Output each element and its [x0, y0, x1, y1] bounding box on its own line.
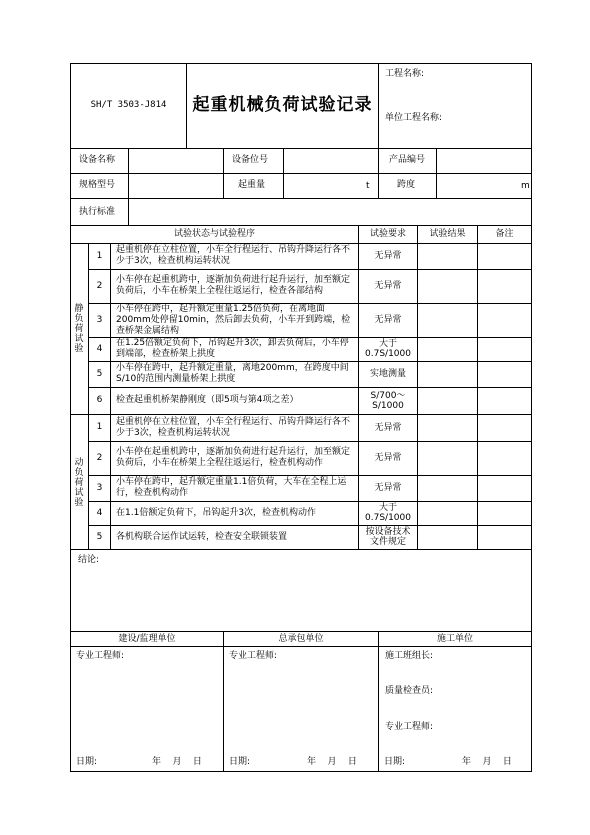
divider — [70, 549, 532, 550]
static-row-requirement: S/700～ S/1000 — [370, 390, 406, 411]
static-load-test-group-label: 静负荷试验 — [74, 304, 84, 354]
dynamic-row-procedure: 小车停在跨中，起升额定重量1.1倍负荷，大车在全程上运行，检查机构动作 — [116, 477, 347, 498]
result-column-header: 试验结果 — [429, 229, 466, 239]
divider — [70, 646, 532, 647]
static-row-result-field[interactable] — [418, 362, 477, 387]
equipment-name-field[interactable] — [129, 149, 223, 173]
border-top — [70, 63, 532, 64]
general-contractor-header: 总承包单位 — [278, 634, 324, 644]
static-row-requirement: 大于 0.7S/1000 — [365, 339, 411, 359]
divider — [70, 225, 532, 226]
procedure-column-header: 试验状态与试验程序 — [173, 229, 255, 239]
engineer-label-col3: 专业工程师: — [385, 722, 434, 732]
dynamic-row-remark-field[interactable] — [478, 442, 531, 475]
static-row-procedure: 检查起重机桥架静刚度（即5项与第4项之差） — [116, 395, 299, 405]
conclusion-field[interactable] — [71, 566, 531, 630]
static-row-number: 5 — [96, 368, 103, 379]
dynamic-row-number: 1 — [96, 422, 103, 432]
static-row-procedure: 小车停在跨中，起升额定重量，离地200mm，在跨度中间S/10的范围内测量桥架上拱度 — [116, 363, 349, 384]
divider — [378, 63, 379, 148]
standard-field[interactable] — [129, 199, 531, 225]
dynamic-row-procedure: 小车停在起重机跨中，逐渐加负荷进行起升运行，加至额定负荷后，小车在桥架上全程往返运行，检查机构动作 — [116, 447, 351, 468]
span-unit: m — [521, 181, 530, 191]
team-leader-label: 施工班组长: — [385, 651, 434, 661]
date-ymd-col1: 年 月 日 — [152, 757, 202, 767]
equipment-name-label: 设备名称 — [79, 155, 116, 165]
dynamic-row-remark-field[interactable] — [478, 476, 531, 501]
product-no-label: 产品编号 — [389, 155, 426, 165]
static-row-result-field[interactable] — [418, 244, 477, 269]
border-bottom — [70, 771, 532, 772]
static-row-remark-field[interactable] — [478, 270, 531, 303]
static-row-number: 1 — [96, 250, 103, 261]
dynamic-row-requirement: 按设备技术 文件规定 — [365, 527, 411, 547]
remark-column-header: 备注 — [495, 229, 514, 239]
standard-label: 执行标准 — [79, 207, 116, 217]
static-row-result-field[interactable] — [418, 338, 477, 361]
divider — [70, 631, 532, 632]
static-row-procedure: 在1.25倍额定负荷下，吊钩起升3次，卸去负荷后，小车停到端部，检查桥架上拱度 — [116, 338, 349, 359]
dynamic-row-result-field[interactable] — [418, 415, 477, 441]
static-row-requirement: 实地测量 — [369, 369, 406, 379]
dynamic-row-result-field[interactable] — [418, 526, 477, 549]
construction-unit-header: 施工单位 — [436, 634, 473, 644]
static-row-requirement: 无异常 — [374, 315, 402, 325]
static-row-procedure: 起重机停在立柱位置，小车全行程运行、吊钩升降运行各不少于3次，检查机构运转状况 — [116, 245, 351, 266]
dynamic-row-procedure: 各机构联合运作试运转，检查安全联锁装置 — [116, 531, 288, 542]
equipment-position-field[interactable] — [284, 149, 378, 173]
dynamic-row-remark-field[interactable] — [478, 502, 531, 525]
divider — [378, 631, 379, 772]
date-ymd-col3: 年 月 日 — [462, 757, 512, 767]
date-label-col2: 日期: — [229, 757, 251, 767]
dynamic-row-requirement: 无异常 — [374, 483, 402, 493]
requirement-column-header: 试验要求 — [369, 229, 406, 239]
product-no-field[interactable] — [437, 149, 531, 173]
static-row-requirement: 无异常 — [374, 281, 402, 291]
dynamic-row-procedure: 起重机停在立柱位置，小车全行程运行、吊钩升降运行各不少于3次，检查机构运转状况 — [116, 416, 351, 438]
static-row-number: 3 — [96, 314, 103, 325]
dynamic-row-result-field[interactable] — [418, 476, 477, 501]
engineer-label-col2: 专业工程师: — [229, 651, 278, 661]
qc-inspector-label: 质量检查员: — [385, 686, 434, 696]
dynamic-row-number: 3 — [96, 482, 103, 493]
static-row-remark-field[interactable] — [478, 244, 531, 269]
unit-project-name-label: 单位工程名称: — [385, 113, 443, 123]
static-row-remark-field[interactable] — [478, 388, 531, 414]
static-row-procedure: 小车停在起重机跨中，逐渐加负荷进行起升运行，加至额定负荷后，小车在桥架上全程往返运行，检查各部结构 — [116, 275, 351, 296]
static-row-result-field[interactable] — [418, 304, 477, 337]
date-label-col3: 日期: — [384, 757, 406, 767]
static-row-remark-field[interactable] — [478, 338, 531, 361]
dynamic-row-requirement: 无异常 — [374, 422, 402, 433]
divider — [110, 243, 111, 549]
dynamic-row-remark-field[interactable] — [478, 415, 531, 441]
dynamic-row-number: 5 — [96, 531, 103, 542]
standard-code: SH/T 3503-J814 — [90, 100, 167, 110]
dynamic-row-result-field[interactable] — [418, 442, 477, 475]
static-row-number: 2 — [96, 280, 103, 291]
date-label-col1: 日期: — [76, 757, 98, 767]
static-row-number: 4 — [96, 343, 103, 354]
dynamic-load-test-group-label: 动负荷试验 — [74, 458, 84, 508]
dynamic-row-remark-field[interactable] — [478, 526, 531, 549]
static-row-result-field[interactable] — [418, 270, 477, 303]
dynamic-row-requirement: 无异常 — [374, 453, 402, 463]
form-title: 起重机械负荷试验记录 — [192, 95, 373, 115]
static-row-remark-field[interactable] — [478, 304, 531, 337]
divider — [378, 148, 379, 198]
dynamic-row-procedure: 在1.1倍额定负荷下，吊钩起升3次，检查机构动作 — [116, 507, 317, 518]
spec-model-field[interactable] — [129, 174, 223, 198]
dynamic-row-requirement: 大于 0.7S/1000 — [365, 503, 411, 523]
static-row-remark-field[interactable] — [478, 362, 531, 387]
owner-supervisor-header: 建设/监理单位 — [118, 634, 176, 644]
divider — [223, 631, 224, 772]
dynamic-row-number: 2 — [96, 452, 103, 463]
dynamic-row-number: 4 — [96, 507, 103, 518]
date-ymd-col2: 年 月 日 — [307, 757, 357, 767]
lifting-weight-label: 起重量 — [238, 180, 266, 190]
lifting-weight-unit: t — [366, 181, 370, 191]
static-row-requirement: 无异常 — [374, 251, 402, 261]
dynamic-row-result-field[interactable] — [418, 502, 477, 525]
engineer-label-col1: 专业工程师: — [76, 651, 125, 661]
static-row-number: 6 — [96, 395, 103, 405]
spec-model-label: 规格型号 — [79, 180, 116, 190]
equipment-position-label: 设备位号 — [232, 155, 269, 165]
project-name-label: 工程名称: — [385, 69, 425, 79]
divider — [223, 148, 224, 198]
border-right — [531, 63, 532, 772]
static-row-result-field[interactable] — [418, 388, 477, 414]
border-left — [70, 63, 71, 772]
span-label: 跨度 — [397, 180, 416, 190]
static-row-procedure: 小车停在跨中，起升额定重量1.25倍负荷，在离地面200mm处停留10min，然后卸去负荷，小车开到跨端，检查桥架金属结构 — [116, 304, 351, 336]
conclusion-label: 结论: — [78, 555, 100, 565]
